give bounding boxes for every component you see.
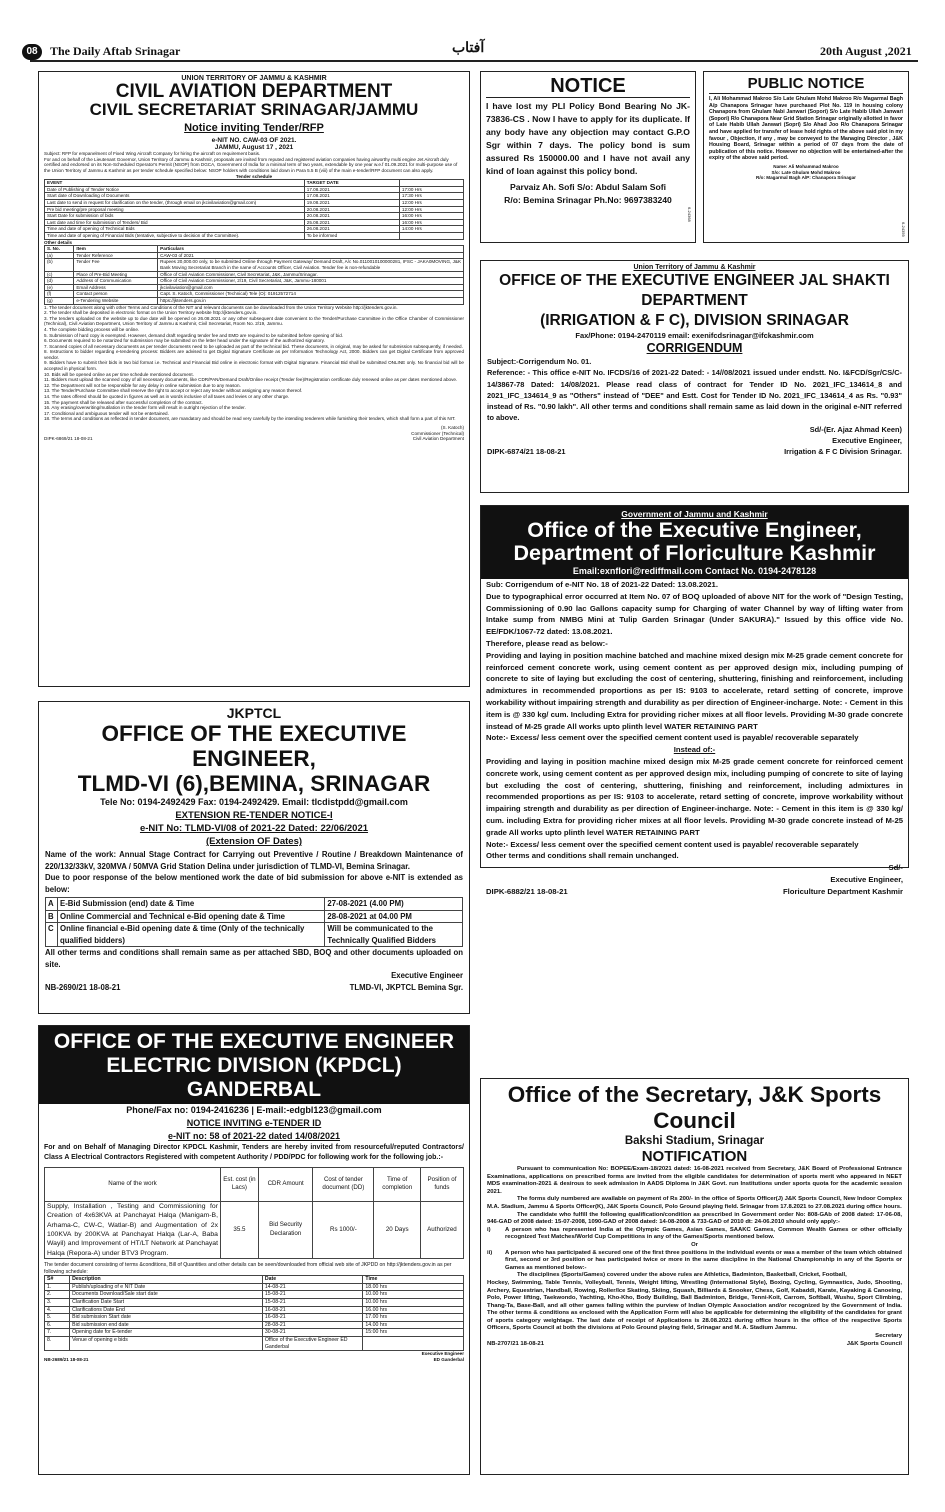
other-row bbox=[45, 284, 464, 291]
flori-p5: Note:- Excess/ less cement over the specified cement content used is payable/ recoverable separately bbox=[486, 733, 859, 743]
other-head: Item bbox=[74, 246, 158, 253]
sched-row bbox=[45, 1283, 464, 1291]
sched-cell: 17.08.2021 bbox=[304, 186, 399, 193]
civil-ref: DIPK-6869/21 18-08-21 bbox=[44, 436, 93, 442]
jkptcl-enit: e-NIT No: TLMD-VI/08 of 2021-22 Dated: 22/06/2021 bbox=[139, 823, 369, 834]
edition-date: 20th August ,2021 bbox=[820, 44, 912, 58]
sched-row bbox=[45, 1329, 464, 1337]
sched-head: TARGET DATE bbox=[304, 180, 399, 187]
sched-cell: 6. bbox=[45, 1321, 70, 1329]
other-cell: Place of Pre-Bid Meeting bbox=[74, 271, 158, 278]
js-title2: (IRRIGATION & F C), DIVISION SRINAGAR bbox=[540, 312, 849, 330]
sports-i1: A person who has represented India at the Olympic Games, Asian Games, SAAKC Games, Common Wealth Games or other officially recognized Test Matches/World Cup Competitions in any of the Games/Sports mentioned below. bbox=[505, 1226, 902, 1241]
jkptcl-cell: 28-08-2021 at 04.00 PM bbox=[325, 910, 463, 923]
civil-term: 1. The tender document along with other Terms and Conditions of the NIT and relevant documents can be downloaded from the Union Territory Website http://jktenders.gov.in. bbox=[44, 304, 398, 310]
civil-term: 4. The complete bidding process will be online. bbox=[44, 326, 140, 332]
sched-row bbox=[45, 1314, 464, 1322]
js-subject: Subject:-Corrigendum No. 01. bbox=[487, 357, 592, 367]
flori-title2: Department of Floriculture Kashmir bbox=[513, 541, 876, 565]
other-cell: Email Address bbox=[74, 284, 158, 291]
js-corrigendum: CORRIGENDUM bbox=[646, 341, 743, 356]
sched-cell: Start date of Downloading of Documents bbox=[45, 193, 305, 200]
public-notice bbox=[703, 71, 909, 243]
work-doc: Rs 1000/- bbox=[313, 1201, 374, 1258]
js-title1: OFFICE OF THE EXECUTIVE ENGINEER JAL SHAKTI DEPARTMENT bbox=[499, 272, 890, 310]
other-row bbox=[45, 271, 464, 278]
other-head: S. No. bbox=[45, 246, 74, 253]
sched-cell: Date of Publishing of Tender Notice bbox=[45, 186, 305, 193]
jkptcl-title2: TLMD-VI (6),BEMINA, SRINAGAR bbox=[77, 771, 431, 796]
other-cell: (e) bbox=[45, 284, 74, 291]
flori-contact: Email:exnflori@rediffmail.com Contact No. 0194-2478128 bbox=[572, 566, 817, 576]
sched-cell: 12:00 Hrs bbox=[399, 206, 463, 213]
other-cell: CAW-03 of 2021 bbox=[158, 252, 464, 259]
jkptcl-notice bbox=[38, 701, 470, 1014]
work-funds: Authorized bbox=[420, 1201, 463, 1258]
other-cell: Capt. S. Katoch, Commissioner (Technical) Tele (O): 01912572714 bbox=[158, 291, 464, 298]
sched-cell: Venue of opening e bids bbox=[70, 1337, 263, 1351]
sched-row bbox=[45, 1291, 464, 1299]
sched-cell: Time and date of opening of Technical Bids bbox=[45, 226, 305, 233]
jkptcl-s2: TLMD-VI, JKPTCL Bemina Sgr. bbox=[349, 982, 463, 992]
kpdcl-work-table bbox=[44, 1167, 464, 1259]
civil-date: JAMMU, August 17 , 2021 bbox=[214, 144, 294, 152]
sched-cell: Publish/uploading of e NIT Date bbox=[70, 1283, 263, 1291]
kpdcl-s1: Executive Engineer bbox=[421, 1351, 464, 1357]
sched-cell: 10.00 hrs bbox=[363, 1299, 464, 1307]
other-cell: https://jktenders.gov.in bbox=[158, 297, 464, 304]
kpdcl-enit: e-NIT no: 58 of 2021-22 dated 14/08/2021 bbox=[167, 1131, 341, 1141]
civil-term: 3. The tenders uploaded on the website up to due date will be opened on 26.08.2021 or any other subsequent date convenient to the Tender/Purchase Committee in the Office Chamber of Commissioner (Technical), Civil Aviation Department, Union Territory of Jammu & Kashmir, Civil Secretariat, Room No. 2/19, Jammu. bbox=[44, 315, 464, 327]
sched-cell: 16-08-21 bbox=[262, 1306, 363, 1314]
civil-body: For and on behalf of the Lieutenant Governor, Union Territory of Jammu & Kashmir, proposals are invited from reputed and registered aviation companies having airworthy multi engine Jet Aircraft duly certified and endorsed on its Non-Scheduled Operator's Permit (NSOP) from DGCA, Government of India for a minimal term of two years, extendable by one year w.e.f 01.09.2021 for multi-purpose use of the Union Territory of Jammu & Kashmir as per tender schedule specified below: NSOP holders with conditions laid down in Para 5.5 B (viii) of the main e-tender/RFP document can also apply. bbox=[44, 156, 458, 174]
civil-aviation-notice bbox=[38, 71, 470, 687]
sched-cell: 16:00 Hrs bbox=[399, 213, 463, 220]
kpdcl-nit: NOTICE INVITING e-TENDER ID bbox=[186, 1118, 322, 1128]
wh: Position of funds bbox=[420, 1167, 463, 1201]
flori-s3: Floriculture Department Kashmir bbox=[782, 886, 903, 896]
civil-term: 6. Documents required to be notarized for submission may be submitted on the letter head under the signature of the authorized signatory. bbox=[44, 338, 325, 344]
js-ref: DIPK-6874/21 18-08-21 bbox=[487, 446, 566, 456]
civil-term: 10. Bids will be opened online as per time schedule mentioned document. bbox=[44, 371, 194, 377]
sched-row bbox=[45, 219, 464, 226]
sched-cell: 5. bbox=[45, 1314, 70, 1322]
other-cell: Office of Civil Aviation Commissioner, 2/19, Civil Secretariat, J&K, Jammu-180001 bbox=[158, 278, 464, 285]
sched-row bbox=[45, 1306, 464, 1314]
js-sign: Sd/-(Er. Ajaz Ahmad Keen) bbox=[809, 424, 902, 434]
wh: Cost of tender document (DD) bbox=[313, 1167, 374, 1201]
civil-terms bbox=[44, 305, 464, 422]
jkptcl-other: All other terms and conditions shall remain same as per attached SBD, BOQ and other documents uploaded on site. bbox=[45, 948, 463, 969]
sched-cell bbox=[399, 233, 463, 240]
sports-council-notice: Office of the Secretary, J&K Sports Council Bakshi Stadium, Srinagar NOTIFICATION Pursuant to communication No: BOPEE/Exam-18/2021 dated: 16-08-2021 received from Secretary, J&K Board of Professional Entrance Examinations, applications on prescribed forms are invited from the eligible candidates for determination of sports merit who appeared in NEET MDS examination-2021 & desirous to seek admission in AADS Diploma in J&K Govt. run Institutions under sports quota for the academic session 2021. The forms duly numbered are available on payment of Rs 200/- in the office of Sports Officer(J) J&K Sports Council, New Indoor Complex M.A. Stadium, Jammu & Sports Officer(K), J&K Sports Council, Polo Ground playing field. Srinagar from 17.8.2021 to 27.08.2021 during office hours. The candidate who fulfill the following qualification/condition as prescribed in Government order No: 808-GAb of 2008 dated: 17-06-08, 946-GAD of 2008 dated: 15-07-2008, 1090-GAD of 2008 dated: 14-08-2008 & 733-GAD of 2010 dt: 24-06.2010 should only apply:- i) A person who has represented India at the Olympic Games, Asian Games, SAAKC Games, Common Wealth Games or other officially recognized Test Matches/World Cup Competitions in any of the Games/Sports mentioned below. Or ii) A person who has participated & secured one of the first three positions in the individual events or was a member of the team which obtained first, second or 3rd position or has participated twice or more in the same discipline in the National Championship in any of the Sports or Games as mentioned below:- The disciplines (Sports/Games) covered under the above rules are Athletics, Badminton, Basketball, Cricket, Football, Hockey, Swimming, Table Tennis, Volleyball, Tennis, Weight lifting, Wrestling (International Style), Boxing, Cycling, Gymnastics, Judo, Shooting, Archery, Equestrian, Handball, Rowing, Roller/Ice Skating, Skiing, Squash, Billiards & Snooker, Chess, Golf, Kabaddi, Karate, Kayaking & Canoeing, Polo, Power lifting, Taekwondo, Yachting, Kho-Kho, Body Building, Ball Badminton, Bridge, Tenni-Koit, Carrom, Softball, Wushu, Sport Climbing, Thang-Ta, Base-Ball, and all other games falling within the purview of Indian Olympic Association and/or recognized by the Government of India. The other terms & conditions as enclosed with the Application Form will also be applicable for determining the eligibility of the candidates for grant of sports category weightage. The last date of receipt of Applications is 28.08.2021 during office hours in the office of the respective Sports Officers, Sports Council at both the divisions at Polo Ground playing field, Srinagar and M. A. Stadium Jammu. Secretary NB-2707/21 18-08-21 J&K Sports Council bbox=[480, 1078, 909, 1475]
civil-term: 5. Submission of hard copy is exempted. However, demand draft regarding tender fee and EMD are required to be submitted before opening of bid. bbox=[44, 332, 344, 338]
kpdcl-ref: NB-2689/21 18-08-21 bbox=[44, 1356, 89, 1362]
lost-bond-notice bbox=[480, 71, 696, 243]
sched-row bbox=[45, 226, 464, 233]
civil-title: Notice inviting Tender/RFP bbox=[184, 122, 324, 135]
kpdcl-docs: The tender document consisting of terms &conditions, Bill of Quantities and other details can be seen/downloaded from official web site of JKPDD on http://jktenders.gov.in as per following schedule: bbox=[44, 1262, 452, 1275]
sched-cell: 19.08.2021 bbox=[304, 200, 399, 207]
sched-cell: 7. bbox=[45, 1329, 70, 1337]
other-head: Particulars bbox=[158, 246, 464, 253]
sched-cell: 16.00 hrs bbox=[363, 1306, 464, 1314]
page-number: 08 bbox=[22, 44, 42, 60]
sports-title3: NOTIFICATION bbox=[641, 1148, 748, 1165]
civil-sign: (S. Katoch) bbox=[441, 425, 464, 431]
js-body: Reference: - This office e-NIT No. IFCDS/16 of 2021-22 Dated: - 14//08/2021 issued under endstt. No. I&FCD/Sgr/CS/C-14/3867-78 Dated: 14/08/2021. Please read class of contract for Tender ID No. 2021_IFC_134614_8 and 2021_IFC_134614_9 as "Others" instead of "DEE" and Estt. Cost for Tender ID No. 2021_IFC_134614_4 as Rs. "0.93" instead of Rs. "0.90 lakh". All other terms and conditions shall remain same as laid down in the original e-NIT referred to above. bbox=[487, 368, 902, 423]
sports-title2: Bakshi Stadium, Srinagar bbox=[624, 1135, 765, 1147]
work-time: 20 Days bbox=[374, 1201, 420, 1258]
jkptcl-cell: C bbox=[46, 923, 58, 947]
jkptcl-s1: Executive Engineer bbox=[391, 971, 463, 980]
civil-term: 7. Scanned copies of all necessary documents as per tender documents need to be uploaded as part of the technical bid. These documents, in original, may be asked for submission subsequently, if needed. bbox=[44, 343, 463, 349]
flori-sd: Sd/- bbox=[888, 863, 903, 873]
sched-cell: 17:30 Hrs bbox=[399, 193, 463, 200]
jkptcl-title1: OFFICE OF THE EXECUTIVE ENGINEER, bbox=[101, 721, 407, 771]
sched-cell: Clarification Date Start bbox=[70, 1299, 263, 1307]
sched-cell: Office of the Executive Engineer ED Ganderbal bbox=[262, 1337, 363, 1351]
sports-or: Or bbox=[691, 1241, 698, 1248]
sched-row bbox=[45, 186, 464, 193]
flori-p7: Providing and laying in position machine mixed design mix M-25 grade cement concrete for reinforced cement concrete work, using cement content as per approved design mix, including pumping of concrete to site of laying but excluding the cost of centering, shuttering, finishing and reinforcement, including admixtures in recommended proportions as per IS: 9103 to accelerate, retard setting of concrete, improve workability without impairing strength and durability as per direction of Engineer-incharge. Note: - Cement in this item is @ 330 kg/ cum. including Extra for providing richer mixes at all floor levels. Providing M-30 grade concrete instead of M-25 grade All works upto plinth level WATER RETAINING PART bbox=[486, 756, 903, 837]
sched-cell: Opening date for E-tender bbox=[70, 1329, 263, 1337]
sched-cell: 8. bbox=[45, 1337, 70, 1351]
flori-p9: Other terms and conditions shall remain unchanged. bbox=[486, 851, 679, 861]
js-contact: Fax/Phone: 0194-2470119 email: exenifcdsrinagar@ifckashmir.com bbox=[575, 331, 814, 341]
public-title: PUBLIC NOTICE bbox=[709, 75, 903, 94]
sched-cell: 4. bbox=[45, 1306, 70, 1314]
sched-cell: 20.08.2021 bbox=[304, 206, 399, 213]
flori-p3: Therefore, please read as below:- bbox=[486, 638, 608, 648]
civil-term: 2. The tender shall be deposited in electronic format on the Union Territory website http://jktenders.gov.in. bbox=[44, 310, 258, 316]
sched-cell bbox=[363, 1337, 464, 1351]
other-cell: (b) bbox=[45, 259, 74, 271]
other-cell: Rupees 20,000.00 only, to be submitted Online through Payment Gateway/ Demand Draft, A/c No.0110010100000281, IFSC - JAKA0MOVING, J&K Bank Moving Secretariat Branch in the name of Accounts Officer, Civil Aviation. Tender fee is non-refundable bbox=[158, 259, 464, 271]
wh: CDR Amount bbox=[258, 1167, 312, 1201]
sched-row bbox=[45, 1299, 464, 1307]
sports-title1: Office of the Secretary, J&K Sports Council bbox=[507, 1082, 882, 1133]
civil-term: 11. Bidders must upload the scanned copy of all necessary documents, like CDR/PAN/Demand Draft/Online receipt (Tender fee)/Registration certificate duly renewed online as per dates mentioned above. bbox=[44, 377, 458, 383]
civil-term: 9. Bidders have to submit their bids in two bid format i.e. Technical and Financial Bid online in electronic format with Digital Signature. Financial Bid shall be submitted ONLINE only. No financial bid will be accepted in physical form. bbox=[44, 360, 464, 372]
sched-cell: 28-08-21 bbox=[262, 1321, 363, 1329]
sched-cell: Clarifications Date End bbox=[70, 1306, 263, 1314]
jkptcl-row bbox=[46, 910, 463, 923]
sched-row bbox=[45, 193, 464, 200]
sched-cell: 16-08-21 bbox=[262, 1314, 363, 1322]
sched-cell: 2. bbox=[45, 1291, 70, 1299]
civil-enit: e-NIT NO. CAW-03 OF 2021. bbox=[211, 137, 297, 145]
public-code: 6-24359 bbox=[901, 222, 906, 237]
civil-term: 18. The terms and conditions as reflected in tender document, are mandatory and should be read very carefully by the intending tenderers while furnishing their tenders, which shall form a part of this NIT. bbox=[44, 416, 456, 422]
civil-sign2: Commissioner (Technical) bbox=[411, 430, 464, 436]
civil-other-table bbox=[44, 245, 464, 304]
public-s2: S/o: Late Ghulam Mohd Makroo bbox=[771, 169, 841, 175]
notice1-addr: R/o: Bemina Srinagar Ph.No: 9697383240 bbox=[504, 195, 672, 205]
sched-cell: 17.00 hrs bbox=[363, 1314, 464, 1322]
sched-cell: 26.08.2021 bbox=[304, 226, 399, 233]
sched-cell: 15-08-21 bbox=[262, 1291, 363, 1299]
public-s3: R/o: Magarmal Bagh A/P: Chanapora Srinagar bbox=[756, 175, 856, 181]
sched-cell: To be informed bbox=[304, 233, 399, 240]
sched-cell: 14:00 Hrs bbox=[399, 226, 463, 233]
other-row bbox=[45, 291, 464, 298]
sched-cell: 30-08-21 bbox=[262, 1329, 363, 1337]
civil-sign3: Civil Aviation Department bbox=[412, 436, 464, 442]
flori-p4: Providing and laying in position machine batched and machine mixed design mix M-25 grade cement concrete for reinforced cement concrete work, using cement content as per approved design mix, including pumping of concrete to site of laying but excluding the cost of centering, shuttering, finishing and reinforcement, including admixtures in recommended proportions as per IS: 9103 to accelerate, retard setting of concrete, improve workability without impairing strength and durability as per direction of Engineer-incharge. Note: - Cement in this item is @ 330 kg/ cum. Including Extra for providing richer mixes at all floor levels. Providing M-30 grade concrete instead of M-25 grade All works upto plinth level WATER RETAINING PART bbox=[486, 650, 903, 731]
other-cell: (a) bbox=[45, 252, 74, 259]
flori-p1: Sub: Corrigendum of e-NIT No. 18 of 2021-22 Dated: 13.08.2021. bbox=[486, 580, 718, 589]
civil-term: 16. Any erasing/overwriting/mutilation in the tender form will result in outright rejection of the tender. bbox=[44, 405, 246, 411]
jkptcl-ext: EXTENSION RE-TENDER NOTICE-I bbox=[175, 810, 333, 821]
other-row bbox=[45, 278, 464, 285]
floriculture-notice bbox=[480, 505, 909, 896]
jkptcl-ofd: (Extension OF Dates) bbox=[205, 836, 303, 847]
jkptcl-cell: B bbox=[46, 910, 58, 923]
civil-term: 15. The payment shall be released after successful completion of the contract. bbox=[44, 399, 203, 405]
sched-head bbox=[399, 180, 463, 187]
jkptcl-row bbox=[46, 923, 463, 947]
flori-title1: Office of the Executive Engineer, bbox=[527, 518, 862, 542]
civil-term: 17. Conditional and ambiguous tender will not be entertained. bbox=[44, 410, 169, 416]
sched-cell: 15:00 hrs bbox=[363, 1329, 464, 1337]
civil-term: 14. The rates offered should be quoted in figures as well as in words inclusive of all taxes and levies or any other charge. bbox=[44, 394, 290, 400]
kpdcl-title1: OFFICE OF THE EXECUTIVE ENGINEER bbox=[53, 1030, 455, 1053]
sched-cell: 16:00 Hrs bbox=[399, 219, 463, 226]
other-cell: (g) bbox=[45, 297, 74, 304]
sched-cell: Time and date of opening of Financial Bids (tentative, subjective to decision of the Committee). bbox=[45, 233, 305, 240]
jkptcl-contact: Tele No: 0194-2492429 Fax: 0194-2492429. Email: tlcdistpdd@gmail.com bbox=[100, 797, 408, 807]
masthead-rule bbox=[30, 38, 918, 62]
other-cell: jkcivilaviation@gmail.com bbox=[158, 284, 464, 291]
sched-cell: 12:00 Hrs bbox=[399, 200, 463, 207]
civil-ut: UNION TERRITORY OF JAMMU & KASHMIR bbox=[181, 75, 327, 82]
sched-cell: Pre bid meeting/pre proposal meeting bbox=[45, 206, 305, 213]
work-cdr: Bid Security Declaration bbox=[258, 1201, 312, 1258]
sched-row bbox=[45, 213, 464, 220]
jkptcl-cell: E-Bid Submission (end) date & Time bbox=[58, 898, 325, 911]
sched-cell: Start Date for submission of bids bbox=[45, 213, 305, 220]
civil-schedule-table bbox=[44, 179, 464, 239]
sched-row bbox=[45, 233, 464, 240]
flori-p2: Due to typographical error occurred at Item No. 07 of BOQ uploaded of above NIT for the work of "Design Testing, Commissioning of 0.90 lac Gallons capacity sump for Charging of water Channel by way of lifting water from Intake sump from NMBG Mini at Tulip Garden Srinagar (Under SAKURA)." Issued by this office vide No. EE/FDK/1067-72 dated: 13.08.2021. bbox=[486, 591, 903, 637]
sched-head: EVENT bbox=[45, 180, 305, 187]
sports-p2: The forms duly numbered are available on payment of Rs 200/- in the office of Sports Officer(J) J&K Sports Council, New Indoor Complex M.A. Stadium, Jammu & Sports Officer(K), J&K Sports Council, Polo Ground playing field. Srinagar from 17.8.2021 to 27.08.2021 during office hours. bbox=[487, 1196, 902, 1210]
work-desc: Supply, Installation , Testing and Commissioning for Creation of 4x63KVA at Panchayat Halqa (Manigam-B, Arhama-C, CW-C, Watlar-B) and Augmentation of 2x 100KVA by 200KVA at Panchayat Halqa (Lar-A, Baba Wayil) and Improvement of HT/LT Network at Panchayat Halqa (Repora-A) under BTV3 Program. bbox=[45, 1201, 221, 1258]
wh: Name of the work bbox=[45, 1167, 221, 1201]
sh: Date bbox=[262, 1276, 363, 1284]
civil-term: 12. The Department will not be responsible for any delay in online submission due to any reason. bbox=[44, 382, 241, 388]
paper-logo: آفتاب bbox=[452, 40, 485, 56]
kpdcl-intro: For and on Behalf of Managing Director KPDCL Kashmir, Tenders are hereby invited from resourceful/reputed Contractors/ Class A Electrical Contractors Registered with competent Authority / PDD/PDC for following work for the following job.:- bbox=[44, 1144, 464, 1162]
jkptcl-due: Due to poor response of the below mentioned work the date of bid submission for above e-NIT is extended as below: bbox=[45, 873, 463, 894]
paper-name: The Daily Aftab Srinagar bbox=[50, 44, 181, 58]
work-cost: 35.5 bbox=[220, 1201, 258, 1258]
flori-p6: Instead of:- bbox=[673, 745, 716, 755]
sched-cell: 17.08.2021 bbox=[304, 193, 399, 200]
sched-cell: Documents Download/Sale start date bbox=[70, 1291, 263, 1299]
sched-row bbox=[45, 1337, 464, 1351]
sched-cell: 18.00 hrs bbox=[363, 1283, 464, 1291]
civil-subject: Subject: RFP for empanelment of Fixed Wing Aircraft Company for hiring the aircraft on requirement basis. bbox=[44, 151, 261, 157]
sched-cell: Last date to send in request for clarification on the tender, (through email on jkcivilaviation@gmail.com) bbox=[45, 200, 305, 207]
flori-gov: Government of Jammu and Kashmir bbox=[621, 509, 768, 519]
sh: S# bbox=[45, 1276, 70, 1284]
other-cell: Tender Reference bbox=[74, 252, 158, 259]
other-cell: Contact person bbox=[74, 291, 158, 298]
notice1-sign: Parvaiz Ah. Sofi S/o: Abdul Salam Sofi bbox=[510, 182, 666, 192]
public-body: I, Ali Mohammad Makroo S/o Late Ghulam Mohd Makroo R/o Magarmal Bagh A/p Chanapora Srinagar have purchased Plot No. 119 in housing colony Chanapora from Ghulam Nabi Janwari (Sopori) S/o Late Habib Ullah Janwari (Sopori) R/o Chanapora Near Grid Station Srinagar originally allotted in favor of Late Habib Ullah Janwari (Sopri) S/o Ahad Joo R/o Chanapora Srinagar and have applied for transfer of lease hold rights of the above said plot in my favour , Objection, if any , may be conveyed to the Managing Director , J&K Housing Board, Srinagar within a period of 07 days from the date of publication of this notice. However no objection will be entertained-after the expiry of the above said period. bbox=[709, 96, 903, 162]
sched-row bbox=[45, 206, 464, 213]
civil-term: 8. Instructions to bidder regarding e-tendering process: Bidders are advised to get Digital Signature Certificate as per Information Technology Act, 2000. Bidders can get Digital Certificate from approved vendor. bbox=[44, 349, 464, 360]
jkptcl-row bbox=[46, 898, 463, 911]
other-cell: Office of Civil Aviation Commissioner, Civil Secretariat, J&K, Jammu/Srinagar. bbox=[158, 271, 464, 278]
sched-cell: 17:00 Hrs bbox=[399, 186, 463, 193]
jkptcl-cell: A bbox=[46, 898, 58, 911]
flori-ref: DIPK-6882/21 18-08-21 bbox=[486, 886, 568, 896]
sched-cell: 25.08.2021 bbox=[304, 219, 399, 226]
other-cell: (f) bbox=[45, 291, 74, 298]
sched-cell: 1. bbox=[45, 1283, 70, 1291]
sched-cell: 10.00 hrs bbox=[363, 1291, 464, 1299]
jkptcl-table bbox=[45, 897, 463, 947]
sched-cell: Bid submission Start date bbox=[70, 1314, 263, 1322]
sched-cell: 3. bbox=[45, 1299, 70, 1307]
flori-p8: Note:- Excess/ less cement over the specified cement content used is payable/ recoverable separately bbox=[486, 839, 859, 849]
sports-ref: NB-2707/21 18-08-21 bbox=[487, 1340, 544, 1347]
other-row bbox=[45, 252, 464, 259]
jkptcl-cell: 27-08-2021 (4.00 PM) bbox=[325, 898, 463, 911]
sports-s1: Secretary bbox=[875, 1333, 902, 1340]
jkptcl-cell: Online financial e-Bid opening date & time (Only of the technically qualified bidders) bbox=[58, 923, 325, 947]
notice1-body: I have lost my PLI Policy Bond Bearing No JK-73836-CS . Now I have to apply for its duplicate. If any body have any objection may contact G.P.O Sgr within 7 days. The policy bond is sum assured Rs 150000.00 and I have not avail any kind of loan against this policy bond. bbox=[486, 101, 690, 176]
sports-p3: The candidate who fulfill the following qualification/condition as prescribed in Government order No: 808-GAb of 2008 dated: 17-06-08, 946-GAD of 2008 dated: 15-07-2008, 1090-GAD of 2008 dated: 14-08-2008 & 733-GAD of 2010 dt: 24-06.2010 should only apply:- bbox=[487, 1211, 902, 1226]
flori-s2: Executive Engineer, bbox=[830, 874, 903, 884]
sched-cell: 14.00 hrs bbox=[363, 1321, 464, 1329]
jkptcl-work: Name of the work: Annual Stage Contract for Carrying out Preventive / Routine / Breakdown Maintenance of 220/132/33kV, 320MVA / 50MVA Grid Station Delina under jurisdiction of TLMD-VI, Bemina Srinagar. bbox=[45, 850, 463, 871]
jal-shakti-notice bbox=[480, 260, 909, 493]
other-cell: Tender Fee bbox=[74, 259, 158, 271]
kpdcl-schedule bbox=[44, 1275, 464, 1351]
jkptcl-cell: Online Commercial and Technical e-Bid opening date & Time bbox=[58, 910, 325, 923]
kpdcl-notice bbox=[38, 1025, 470, 1475]
kpdcl-contact: Phone/Fax no: 0194-2416236 | E-mail:-edgbl123@gmail.com bbox=[126, 1105, 382, 1115]
other-cell: (d) bbox=[45, 278, 74, 285]
wh: Time of completion bbox=[374, 1167, 420, 1201]
jkptcl-org: JKPTCL bbox=[226, 705, 282, 721]
other-cell: e-Tendering Website bbox=[74, 297, 158, 304]
other-cell: (c) bbox=[45, 271, 74, 278]
other-row bbox=[45, 297, 464, 304]
sched-row bbox=[45, 200, 464, 207]
kpdcl-s2: ED Ganderbal bbox=[433, 1356, 464, 1362]
civil-dept: CIVIL AVIATION DEPARTMENT bbox=[115, 81, 393, 103]
notice1-title: NOTICE bbox=[486, 75, 690, 98]
kpdcl-title2: ELECTRIC DIVISION (KPDCL) GANDERBAL bbox=[106, 1054, 402, 1101]
sports-p0: The disciplines (Sports/Games) covered under the above rules are Athletics, Badminton, Basketball, Cricket, Football, bbox=[517, 1272, 847, 1279]
civil-term: 13. The Tender/Purchase Committee shall reserve the right to accept or reject any tender without assigning any reason thereof. bbox=[44, 388, 303, 394]
public-s1: Name: Ali Mohammad Makroo bbox=[773, 163, 839, 169]
jkptcl-ref: NB-2690/21 18-08-21 bbox=[45, 982, 121, 992]
sched-cell: Bid submission end date bbox=[70, 1321, 263, 1329]
sports-p1: Pursuant to communication No: BOPEE/Exam-18/2021 dated: 16-08-2021 received from Secretary, J&K Board of Professional Entrance Examinations, applications on prescribed forms are invited from the eligible candidates for determination of sports merit who appeared in NEET MDS examination-2021 & desirous to seek admission in AADS Diploma in J&K Govt. run Institutions under sports quota for the academic session 2021. bbox=[487, 1166, 902, 1195]
js-sign3: Irrigation & F C Division Srinagar. bbox=[784, 446, 902, 456]
sched-cell: 14-08-21 bbox=[262, 1283, 363, 1291]
other-cell: Address of Communication bbox=[74, 278, 158, 285]
sports-s2: J&K Sports Council bbox=[846, 1340, 902, 1347]
sched-row bbox=[45, 1321, 464, 1329]
civil-sched-title: Tender schedule bbox=[235, 173, 273, 179]
other-row bbox=[45, 259, 464, 271]
sched-cell: 20.08.2021 bbox=[304, 213, 399, 220]
civil-other-title: Other details bbox=[44, 239, 73, 245]
notice1-code: 6-24368 bbox=[687, 207, 692, 222]
jkptcl-cell: Will be communicated to the Technically Qualified Bidders bbox=[325, 923, 463, 947]
sports-p4: Hockey, Swimming, Table Tennis, Volleyball, Tennis, Weight lifting, Wrestling (International Style), Boxing, Cycling, Gymnastics, Judo, Shooting, Archery, Equestrian, Handball, Rowing, Roller/Ice Skating, Skiing, Squash, Billiards & Snooker, Chess, Golf, Kabaddi, Karate, Kayaking & Canoeing, Polo, Power lifting, Taekwondo, Yachting, Kho-Kho, Body Building, Ball Badminton, Bridge, Tenni-Koit, Carrom, Softball, Wushu, Sport Climbing, Thang-Ta, Base-Ball, and all other games falling within the purview of Indian Olympic Association and/or recognized by the Government of India. The other terms & conditions as enclosed with the Application Form will also be applicable for determining the eligibility of the candidates for grant of sports category weightage. The last date of receipt of Applications is 28.08.2021 during office hours in the office of the respective Sports Officers, Sports Council at both the divisions at Polo Ground playing field, Srinagar and M. A. Stadium Jammu. bbox=[487, 1279, 902, 1332]
js-sign2: Executive Engineer, bbox=[832, 435, 902, 445]
sh: Description bbox=[70, 1276, 263, 1284]
civil-sec: CIVIL SECRETARIAT SRINAGAR/JAMMU bbox=[89, 100, 419, 120]
sh: Time bbox=[363, 1276, 464, 1284]
js-ut: Union Territory of Jammu & Kashmir bbox=[633, 264, 756, 271]
sched-cell: 15-08-21 bbox=[262, 1299, 363, 1307]
sched-cell: Last date and time for submission of Tenders/ Bid bbox=[45, 219, 305, 226]
sports-i2: A person who has participated & secured one of the first three positions in the individual events or was a member of the team which obtained first, second or 3rd position or has participated twice or more in the same discipline in the National Championship in any of the Sports or Games as mentioned below:- bbox=[505, 1249, 902, 1271]
wh: Est. cost (in Lacs) bbox=[220, 1167, 258, 1201]
